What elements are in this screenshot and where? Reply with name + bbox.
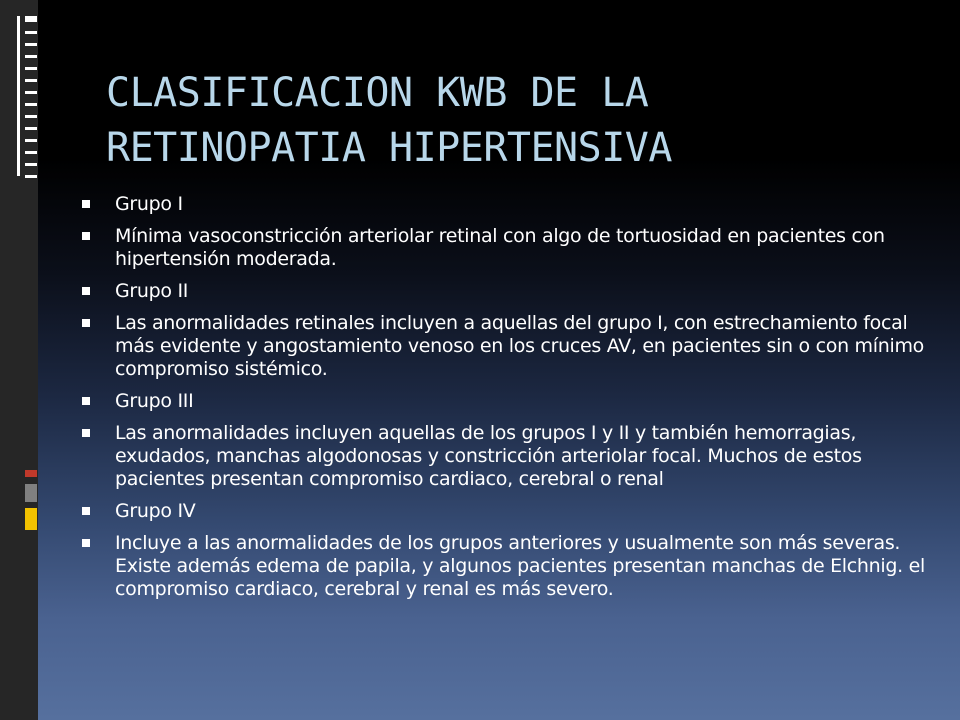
bullet-list [80,193,940,610]
bullet-square-icon [82,429,90,437]
bullet-item [80,390,940,413]
bullet-item [80,532,940,601]
bullet-item [80,193,940,216]
bullet-text: Mínima vasoconstricción arteriolar retinal con algo de tortuosidad en pacientes con hipertensión moderada. [115,225,885,270]
bullet-item [80,422,940,491]
bullet-text: Grupo III [115,390,194,412]
bullet-item [80,500,940,523]
bullet-item [80,280,940,303]
bullet-square-icon [82,539,90,547]
bullet-text: Las anormalidades incluyen aquellas de los grupos I y II y también hemorragias, exudados, manchas algodonosas y constricción arteriolar focal. Muchos de estos pacientes presentan compromiso cardiaco, cerebral o renal [115,422,862,490]
bullet-square-icon [82,232,90,240]
bullet-text: Grupo II [115,280,189,302]
title-line-1: CLASIFICACION KWB DE LA [106,70,649,116]
bullet-square-icon [82,200,90,208]
bullet-text: Grupo IV [115,500,196,522]
slide-title [106,66,926,176]
decorative-white-line [17,16,20,176]
bullet-square-icon [82,507,90,515]
bullet-item [80,225,940,271]
title-line-2: RETINOPATIA HIPERTENSIVA [106,125,672,171]
bullet-square-icon [82,397,90,405]
bullet-square-icon [82,287,90,295]
decorative-gray-block [25,484,37,502]
decorative-red-block [25,470,37,477]
bullet-text: Incluye a las anormalidades de los grupos anteriores y usualmente son más severas. Existe además edema de papila, y algunos pacientes presentan manchas de Elchnig. el compromiso cardiaco, cerebral y renal es más severo. [115,532,926,600]
bullet-square-icon [82,319,90,327]
decorative-white-stripes [25,16,37,179]
bullet-text: Grupo I [115,193,183,215]
bullet-text: Las anormalidades retinales incluyen a aquellas del grupo I, con estrechamiento focal más evidente y angostamiento venoso en los cruces AV, en pacientes sin o con mínimo compromiso sistémico. [115,312,924,380]
decorative-yellow-block [25,508,37,530]
bullet-item [80,312,940,381]
